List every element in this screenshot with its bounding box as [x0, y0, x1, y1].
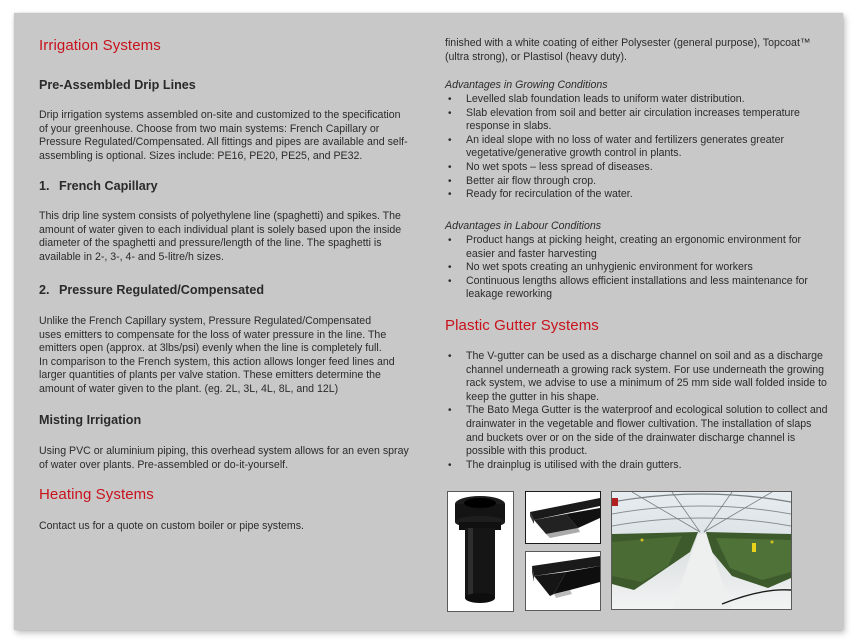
text-line: emitters open (approx. at 3lbs/psi) evenly when the line is completely full. [39, 342, 382, 355]
text-line: Pressure Regulated/Compensated. All fittings and pipes are available and self- [39, 136, 408, 149]
section-number: 2. [39, 283, 50, 297]
v-gutter-photo-icon [526, 492, 600, 543]
growing-conditions-list [445, 93, 830, 202]
section-number: 1. [39, 179, 50, 193]
list-item: • Levelled slab foundation leads to uniform water distribution. [445, 93, 830, 107]
list-item: • Ready for recirculation of the water. [445, 188, 830, 202]
text-line: of your greenhouse. Choose from two main systems: French Capillary or [39, 122, 380, 135]
section-title: Pressure Regulated/Compensated [59, 283, 265, 297]
labour-conditions-label: Advantages in Labour Conditions [445, 220, 602, 232]
list-item: • Product hangs at picking height, creating an ergonomic environment for easier and faster harvesting [445, 234, 830, 261]
text-line: Drip irrigation systems assembled on-site and customized to the specification [39, 109, 401, 121]
text-line: of water over plants. Pre-assembled or do-it-yourself. [39, 458, 289, 471]
list-item: • The V-gutter can be used as a discharge channel on soil and as a discharge channel underneath a growing rack system. For use underneath the growing rack system, we advise to use a minimum of 25 mm side wall folded inside to keep the gutter in his shape. [445, 350, 830, 404]
list-item: • No wet spots creating an unhygienic environment for workers [445, 261, 830, 275]
heating-systems-heading: Heating Systems [39, 486, 154, 503]
pressure-regulated-paragraph [39, 315, 431, 397]
drip-lines-heading: Pre-Assembled Drip Lines [39, 78, 196, 92]
list-item: • Better air flow through crop. [445, 175, 830, 189]
text-line: (ultra strong), or Plastisol (heavy duty). [445, 50, 627, 63]
text-line: finished with a white coating of either Polysester (general purpose), Topcoat™ [445, 37, 811, 49]
text-line: available in 2-, 3-, 4- and 5-litre/h sizes. [39, 250, 224, 263]
document-page [14, 13, 843, 630]
plastic-gutter-systems-heading: Plastic Gutter Systems [445, 317, 599, 334]
text-line: Using PVC or aluminium piping, this overhead system allows for an even spray [39, 445, 409, 457]
list-item: • The drainplug is utilised with the drain gutters. [445, 459, 830, 473]
list-item: • Slab elevation from soil and better air circulation increases temperature response in slabs. [445, 107, 830, 134]
text-line: Unlike the French Capillary system, Pressure Regulated/Compensated [39, 315, 372, 327]
text-line: amount of water given to each individual plant is solely based upon the inside [39, 223, 402, 236]
mega-gutter-image [525, 551, 601, 611]
french-capillary-heading [39, 180, 158, 194]
text-line: In comparison to the French system, this action allows longer feed lines and [39, 355, 395, 368]
greenhouse-photo-icon [612, 492, 791, 609]
list-item: • No wet spots – less spread of diseases. [445, 161, 830, 175]
text-line: This drip line system consists of polyethylene line (spaghetti) and spikes. The [39, 210, 401, 222]
text-line: diameter of the spaghetti and pressure/length of the line. The spaghetti is [39, 237, 382, 250]
text-line: assembling is optional. Sizes include: PE16, PE20, PE25, and PE32. [39, 149, 363, 162]
misting-irrigation-heading: Misting Irrigation [39, 413, 142, 427]
text-line: larger quantities of plants per valve station. These emitters determine the [39, 369, 381, 382]
misting-paragraph [39, 445, 431, 472]
mega-gutter-photo-icon [526, 552, 600, 610]
growing-conditions-label: Advantages in Growing Conditions [445, 79, 608, 91]
drainplug-photo-icon [448, 492, 513, 611]
pressure-regulated-heading [39, 284, 264, 298]
list-item: • The Bato Mega Gutter is the waterproof and ecological solution to collect and drainwater in the vegetable and flower cultivation. The installation of slaps and buckets over or on the side of the drainwater discharge channel is possible with this product. [445, 404, 830, 458]
drip-lines-paragraph [39, 109, 431, 163]
labour-conditions-list [445, 234, 830, 302]
section-title: French Capillary [59, 179, 158, 193]
heating-paragraph: Contact us for a quote on custom boiler or pipe systems. [39, 520, 304, 532]
drainplug-image [447, 491, 514, 612]
gutter-list [445, 350, 830, 472]
v-gutter-image [525, 491, 601, 544]
text-line: amount of water given to the plant. (eg. 2L, 3L, 4L, 8L, and 12L) [39, 382, 339, 395]
text-line: uses emitters to compensate for the loss of water pressure in the line. The [39, 328, 387, 341]
coating-continued-paragraph [445, 37, 830, 64]
list-item: • An ideal slope with no loss of water and fertilizers generates greater vegetative/generative growth control in plants. [445, 134, 830, 161]
greenhouse-image [611, 491, 792, 610]
french-capillary-paragraph [39, 210, 431, 264]
list-item: • Continuous lengths allows efficient installations and less maintenance for leakage reworking [445, 275, 830, 302]
irrigation-systems-heading: Irrigation Systems [39, 37, 161, 54]
